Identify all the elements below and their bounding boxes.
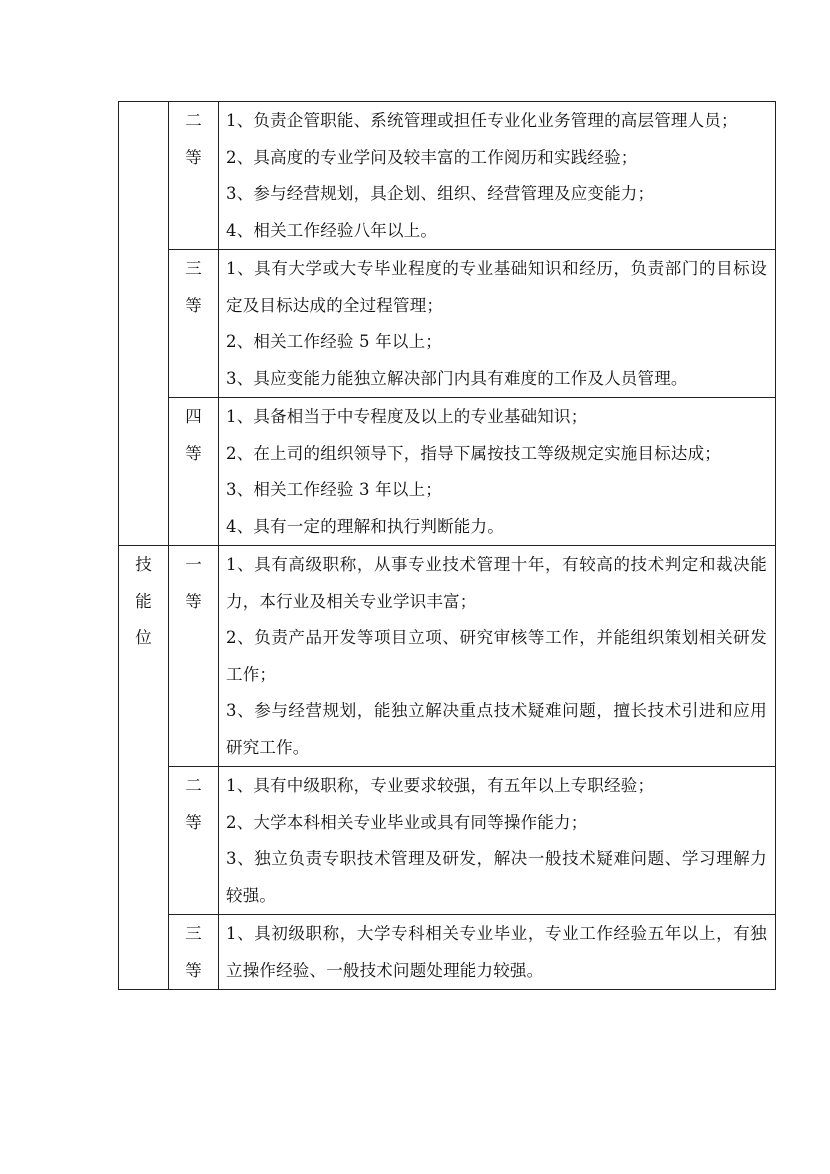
- grade-char: 二: [185, 111, 202, 130]
- grade-char: 等: [185, 591, 202, 611]
- grade-char: 一: [185, 555, 202, 574]
- table-row: [119, 915, 776, 990]
- requirement-item: 3、相关工作经验 3 年以上；: [226, 480, 442, 499]
- category-cell: [119, 546, 169, 990]
- requirement-item: 1、具初级职称，大学专科相关专业毕业，专业工作经验五年以上，有独立操作经验、一般技术问题处理能力较强。: [226, 924, 767, 980]
- category-char: 技: [135, 555, 152, 574]
- category-char: 能: [135, 591, 152, 611]
- requirement-item: 3、独立负责专职技术管理及研发，解决一般技术疑难问题、学习理解力较强。: [226, 849, 767, 905]
- requirement-item: 4、相关工作经验八年以上。: [226, 220, 438, 240]
- grade-char: 等: [185, 812, 202, 832]
- grade-char: 四: [185, 407, 202, 426]
- table-row: [119, 767, 776, 915]
- requirement-item: 2、大学本科相关专业毕业或具有同等操作能力；: [226, 812, 588, 832]
- grade-char: 等: [185, 960, 202, 980]
- grade-char: 二: [185, 776, 202, 795]
- grade-cell: [169, 915, 219, 990]
- requirement-item: 1、负责企管职能、系统管理或担任专业化业务管理的高层管理人员；: [226, 111, 738, 130]
- requirement-item: 2、在上司的组织领导下，指导下属按技工等级规定实施目标达成；: [226, 443, 721, 463]
- requirement-item: 1、具有大学或大专毕业程度的专业基础知识和经历，负责部门的目标设定及目标达成的全过程管理；: [226, 259, 767, 315]
- requirement-item: 3、参与经营规划，能独立解决重点技术疑难问题，擅长技术引进和应用研究工作。: [226, 701, 767, 757]
- table-row: [119, 546, 776, 767]
- category-cell-continued: [119, 102, 169, 546]
- requirements-cell: [219, 250, 776, 398]
- requirements-cell: [219, 398, 776, 546]
- requirement-item: 1、具备相当于中专程度及以上的专业基础知识；: [226, 407, 588, 426]
- requirement-item: 2、负责产品开发等项目立项、研究审核等工作，并能组织策划相关研发工作；: [226, 628, 767, 684]
- grade-requirements-table: [118, 101, 776, 990]
- category-char: 位: [135, 628, 152, 647]
- requirements-cell: [219, 546, 776, 767]
- requirement-item: 3、具应变能力能独立解决部门内具有难度的工作及人员管理。: [226, 368, 688, 388]
- requirements-cell: [219, 767, 776, 915]
- grade-cell: [169, 767, 219, 915]
- requirements-cell: [219, 102, 776, 250]
- grade-cell: [169, 250, 219, 398]
- requirement-item: 1、具有高级职称，从事专业技术管理十年，有较高的技术判定和裁决能力，本行业及相关专业学识丰富；: [226, 555, 767, 611]
- requirement-item: 1、具有中级职称，专业要求较强，有五年以上专职经验；: [226, 776, 655, 795]
- grade-char: 等: [185, 147, 202, 167]
- table-row: [119, 102, 776, 250]
- grade-cell: [169, 398, 219, 546]
- requirement-item: 4、具有一定的理解和执行判断能力。: [226, 516, 504, 536]
- requirement-item: 3、参与经营规划，具企划、组织、经营管理及应变能力；: [226, 184, 655, 203]
- requirement-item: 2、相关工作经验 5 年以上；: [226, 332, 442, 351]
- grade-char: 等: [185, 295, 202, 315]
- grade-char: 等: [185, 443, 202, 463]
- grade-cell: [169, 546, 219, 767]
- table-row: [119, 250, 776, 398]
- requirement-item: 2、具高度的专业学问及较丰富的工作阅历和实践经验；: [226, 147, 638, 167]
- requirements-cell: [219, 915, 776, 990]
- grade-char: 三: [185, 259, 202, 278]
- table-row: [119, 398, 776, 546]
- grade-char: 三: [185, 924, 202, 943]
- grade-cell: [169, 102, 219, 250]
